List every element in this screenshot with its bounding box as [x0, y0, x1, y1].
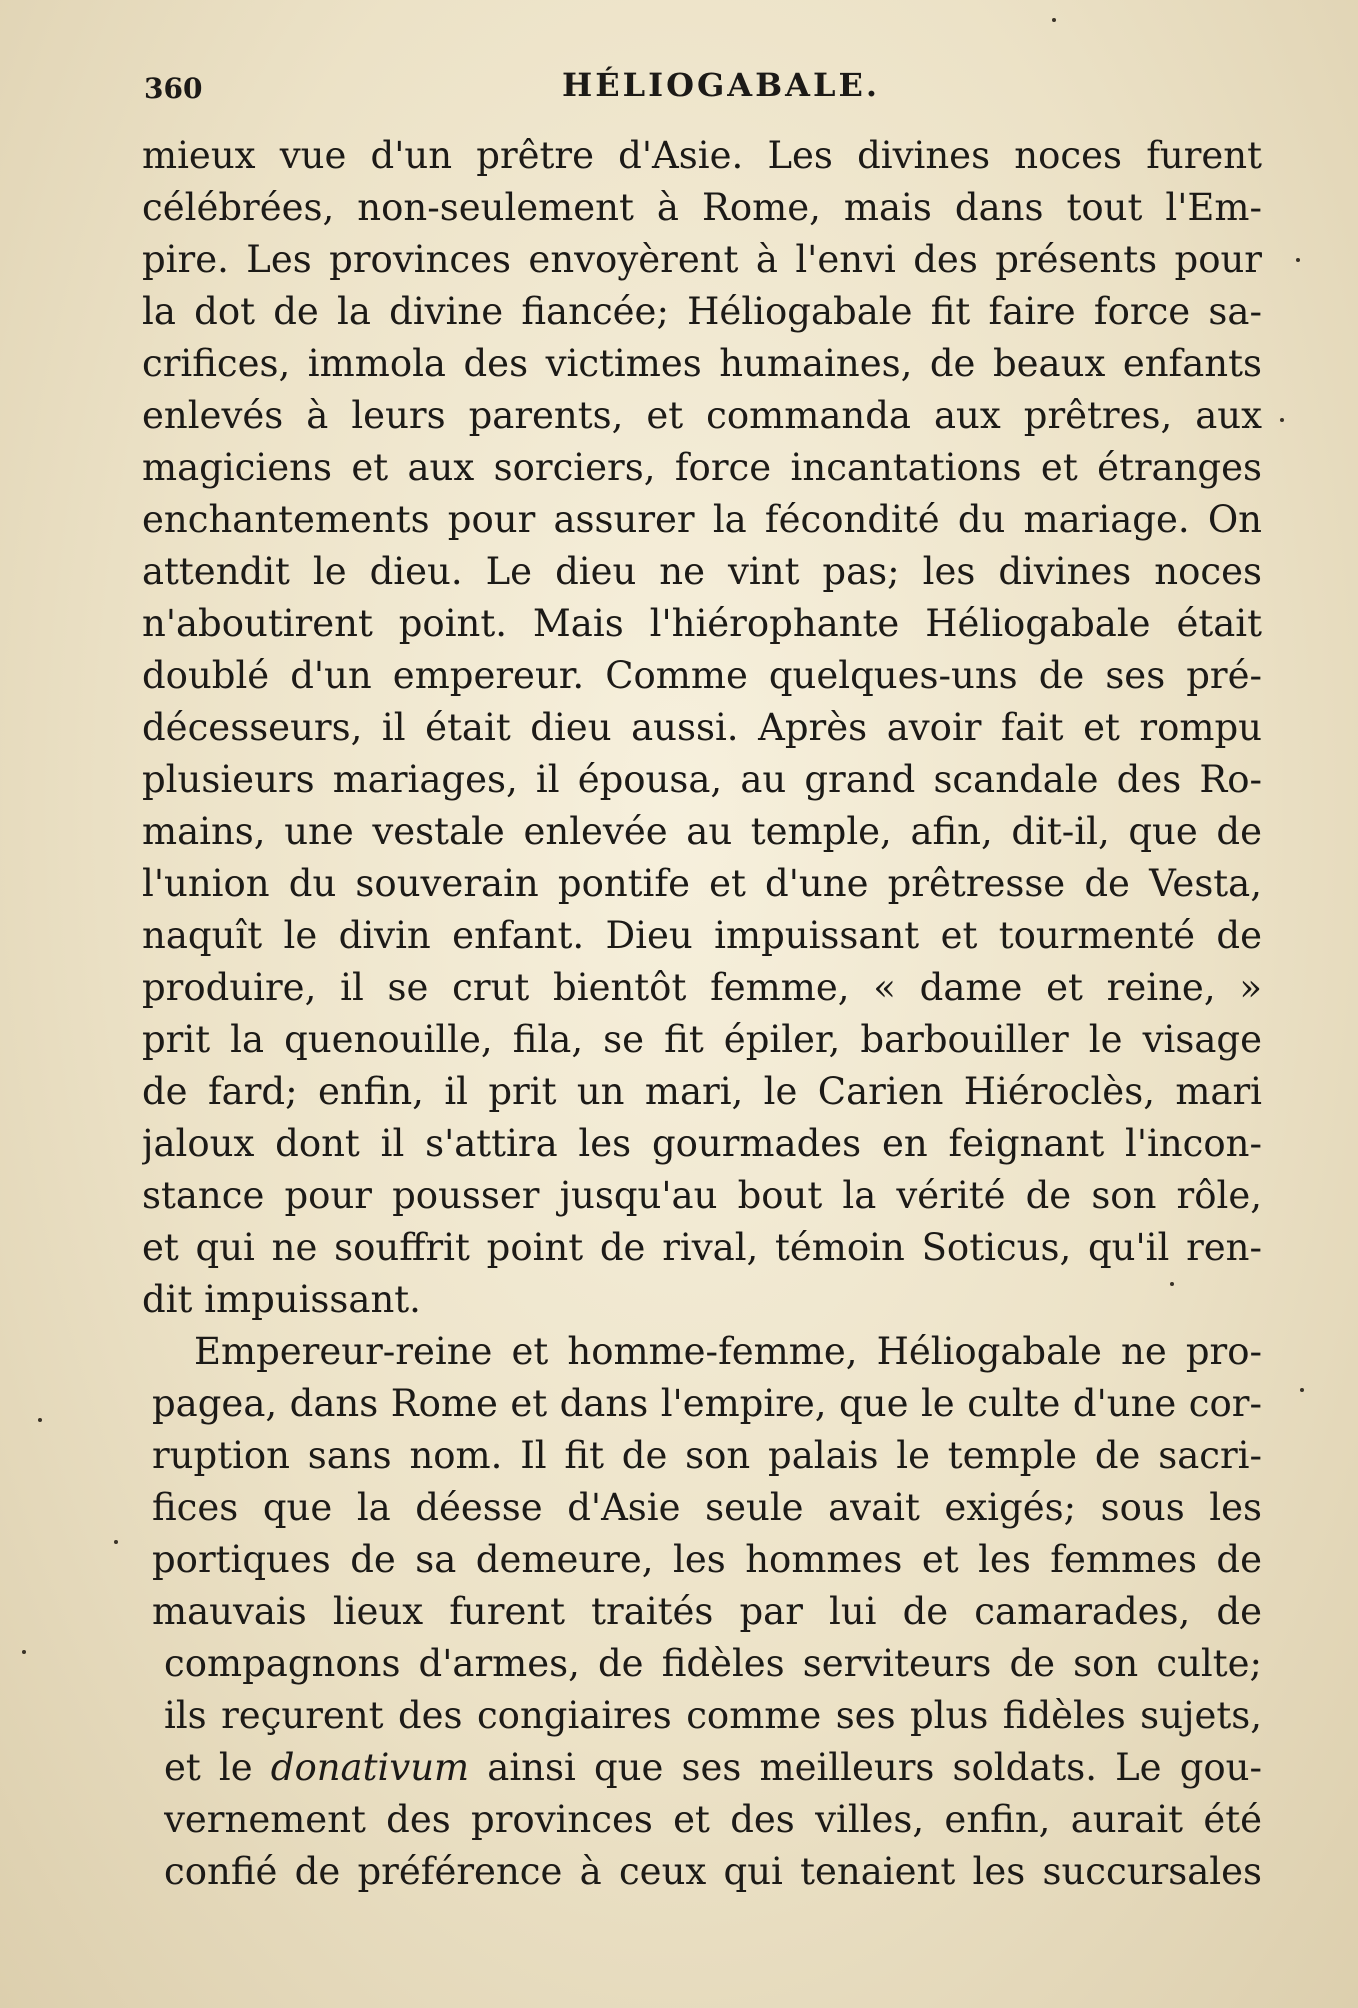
scan-speck — [114, 1540, 118, 1544]
text-line: décesseurs, il était dieu aussi. Après avoir fait et rompu — [142, 706, 1262, 749]
text-line: produire, il se crut bientôt femme, « dame et reine, » — [142, 966, 1262, 1009]
scan-speck — [1052, 18, 1056, 22]
text-line: portiques de sa demeure, les hommes et les femmes de — [152, 1538, 1262, 1581]
text-line: enlevés à leurs parents, et commanda aux prêtres, aux — [142, 394, 1262, 437]
text-line — [164, 1742, 1262, 1794]
text-line: célébrées, non-seulement à Rome, mais dans tout l'Em- — [142, 186, 1262, 229]
text-segment: et le — [164, 1746, 271, 1789]
scan-speck — [1280, 418, 1284, 422]
text-line: l'union du souverain pontife et d'une prêtresse de Vesta, — [142, 862, 1262, 905]
text-line: prit la quenouille, fila, se fit épiler, barbouiller le visage — [142, 1018, 1262, 1061]
text-line: enchantements pour assurer la fécondité du mariage. On — [142, 498, 1262, 541]
body-text — [142, 130, 1262, 1898]
text-line: mains, une vestale enlevée au temple, afin, dit-il, que de — [142, 810, 1262, 853]
text-line: crifices, immola des victimes humaines, de beaux enfants — [142, 342, 1262, 385]
text-line: jaloux dont il s'attira les gourmades en feignant l'incon- — [142, 1122, 1262, 1165]
italic-term: donativum — [270, 1746, 470, 1789]
text-line: fices que la déesse d'Asie seule avait exigés; sous les — [152, 1486, 1262, 1529]
scan-speck — [1296, 258, 1300, 262]
scan-speck — [1300, 1388, 1304, 1392]
text-line: et qui ne souffrit point de rival, témoin Soticus, qu'il ren- — [142, 1226, 1262, 1269]
text-line: ruption sans nom. Il fit de son palais le temple de sacri- — [152, 1434, 1262, 1477]
text-line: magiciens et aux sorciers, force incantations et étranges — [142, 446, 1262, 489]
text-line: confié de préférence à ceux qui tenaient les succursales — [164, 1850, 1262, 1893]
text-line: vernement des provinces et des villes, enfin, aurait été — [164, 1798, 1262, 1841]
text-line: ils reçurent des congiaires comme ses plus fidèles sujets, — [164, 1694, 1262, 1737]
text-line: n'aboutirent point. Mais l'hiérophante Héliogabale était — [142, 602, 1262, 645]
running-title: HÉLIOGABALE. — [562, 66, 881, 104]
page-number: 360 — [144, 72, 203, 105]
text-line: compagnons d'armes, de fidèles serviteurs de son culte; — [164, 1642, 1262, 1685]
text-segment: ainsi que ses meilleurs soldats. Le gou- — [469, 1746, 1262, 1789]
text-line: dit impuissant. — [142, 1278, 421, 1321]
text-line: naquît le divin enfant. Dieu impuissant et tourmenté de — [142, 914, 1262, 957]
text-line: stance pour pousser jusqu'au bout la vérité de son rôle, — [142, 1174, 1262, 1217]
text-line: de fard; enfin, il prit un mari, le Carien Hiéroclès, mari — [142, 1070, 1262, 1113]
scan-speck — [38, 1418, 42, 1422]
page-header — [144, 62, 1244, 112]
text-line: la dot de la divine fiancée; Héliogabale fit faire force sa- — [142, 290, 1262, 333]
text-line: pagea, dans Rome et dans l'empire, que le culte d'une cor- — [152, 1382, 1262, 1425]
text-line: plusieurs mariages, il épousa, au grand scandale des Ro- — [142, 758, 1262, 801]
text-line: doublé d'un empereur. Comme quelques-uns de ses pré- — [142, 654, 1262, 697]
scan-speck — [22, 1650, 26, 1654]
scan-speck — [1170, 1282, 1174, 1286]
text-line: pire. Les provinces envoyèrent à l'envi des présents pour — [142, 238, 1262, 281]
text-line: mauvais lieux furent traités par lui de camarades, de — [152, 1590, 1262, 1633]
text-line: attendit le dieu. Le dieu ne vint pas; les divines noces — [142, 550, 1262, 593]
text-line: Empereur-reine et homme-femme, Héliogabale ne pro- — [194, 1330, 1262, 1373]
text-line: mieux vue d'un prêtre d'Asie. Les divines noces furent — [142, 134, 1262, 177]
